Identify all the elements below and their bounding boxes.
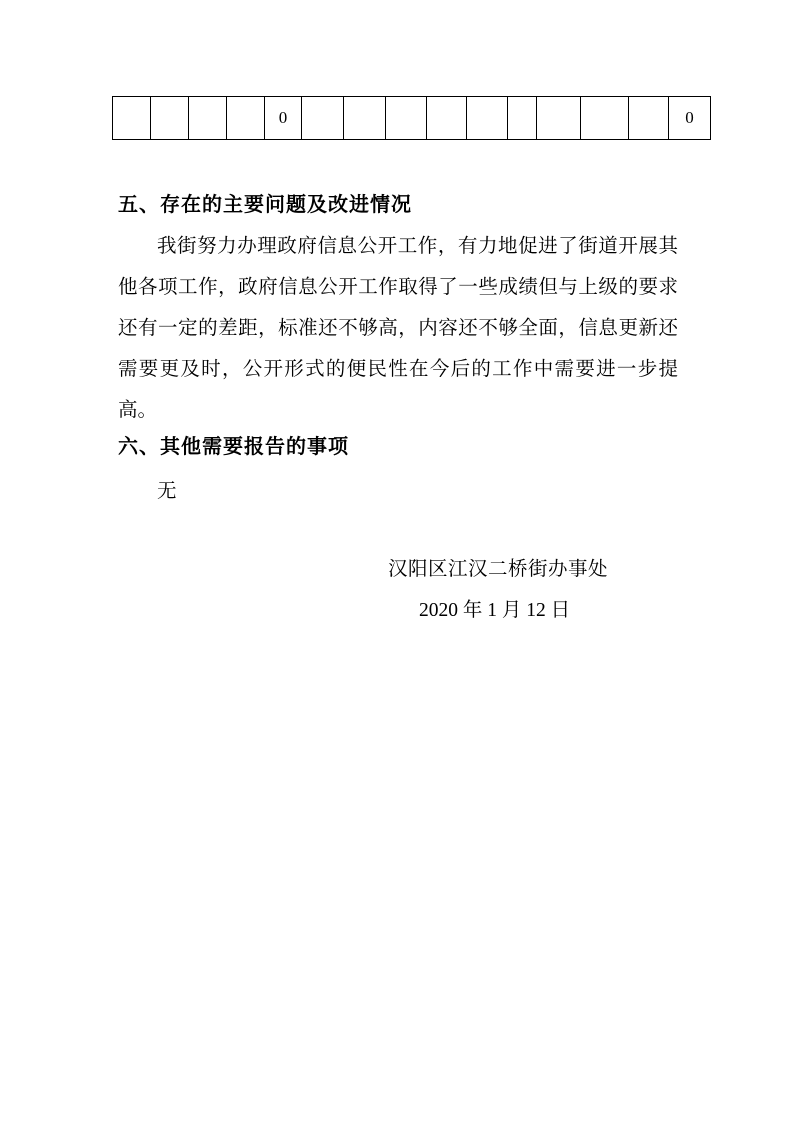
section-paragraph-problems: 我街努力办理政府信息公开工作，有力地促进了街道开展其他各项工作，政府信息公开工作取得了一些成绩但与上级的要求还有一定的差距，标准还不够高，内容还不够全面，信息更新还需要更及时，公开形式的便民性在今后的工作中需要进一步提高。 <box>118 234 678 421</box>
table-cell: 0 <box>669 97 711 140</box>
table-cell <box>151 97 189 140</box>
table-row <box>113 97 711 140</box>
table-cell <box>344 97 386 140</box>
table-cell <box>427 97 467 140</box>
table-cell <box>629 97 669 140</box>
section-heading-problems: 五、存在的主要问题及改进情况 <box>118 192 412 216</box>
table-cell <box>386 97 427 140</box>
table-cell <box>302 97 344 140</box>
table-cell <box>537 97 581 140</box>
stats-table <box>112 96 711 140</box>
signature-organization: 汉阳区江汉二桥街办事处 <box>388 557 609 580</box>
table-cell <box>581 97 629 140</box>
table-cell <box>227 97 265 140</box>
section-heading-other-matters: 六、其他需要报告的事项 <box>118 434 349 458</box>
table-cell: 0 <box>265 97 302 140</box>
section-paragraph-other-matters: 无 <box>157 479 177 502</box>
table-cell <box>467 97 508 140</box>
table-cell <box>508 97 537 140</box>
table-cell <box>189 97 227 140</box>
table-cell <box>113 97 151 140</box>
signature-date: 2020 年 1 月 12 日 <box>419 600 571 621</box>
